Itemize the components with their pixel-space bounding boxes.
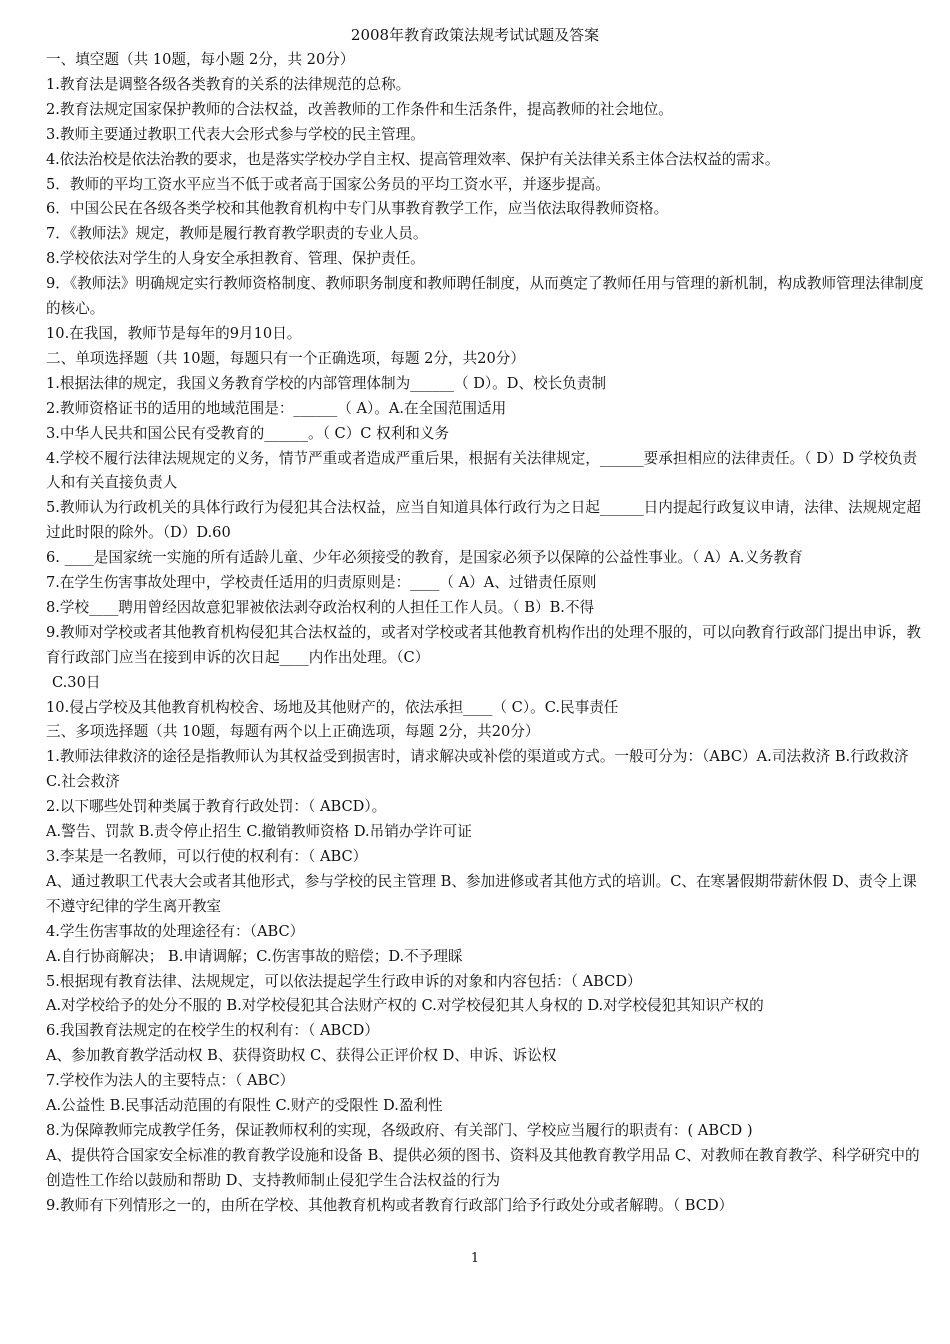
fill-item-10: 10.在我国，教师节是每年的9月10日。	[46, 324, 302, 342]
multi-item-3-options: A、通过教职工代表大会或者其他形式，参与学校的民主管理 B、参加进修或者其他方式的培训。C、在寒暑假期带薪休假 D、责令上课不遵守纪律的学生离开教室	[46, 872, 917, 915]
single-item-4: 4.学校不履行法律法规规定的义务，情节严重或者造成严重后果，根据有关法律规定，______要承担相应的法律责任。（ D）D 学校负责人和有关直接负责人	[46, 449, 918, 492]
fill-item-7: 7．《教师法》规定，教师是履行教育教学职责的专业人员。	[46, 225, 428, 243]
multi-item-5-options: A.对学校给予的处分不服的 B.对学校侵犯其合法财产权的 C.对学校侵犯其人身权的 D.对学校侵犯其知识产权的	[46, 997, 764, 1015]
single-item-1: 1.根据法律的规定，我国义务教育学校的内部管理体制为______（ D）。D、校长负责制	[46, 374, 607, 392]
multi-item-4-options: A.自行协商解决； B.申请调解；C.伤害事故的赔偿；D.不予理睬	[46, 947, 463, 965]
multi-item-6-options: A、参加教育教学活动权 B、获得资助权 C、获得公正评价权 D、申诉、诉讼权	[46, 1047, 557, 1065]
multi-item-4: 4.学生伤害事故的处理途径有：（ABC）	[46, 922, 305, 940]
section-heading-fill-in: 一、填空题（共 10题，每小题 2分，共 20分）	[46, 51, 355, 68]
fill-item-5: 5．教师的平均工资水平应当不低于或者高于国家公务员的平均工资水平，并逐步提高。	[46, 175, 610, 193]
multi-item-9: 9.教师有下列情形之一的，由所在学校、其他教育机构或者教育行政部门给予行政处分或者解聘。（ BCD）	[46, 1196, 734, 1214]
fill-item-8: 8.学校依法对学生的人身安全承担教育、管理、保护责任。	[46, 250, 425, 268]
document-body	[46, 48, 926, 1219]
fill-item-2: 2.教育法规定国家保护教师的合法权益，改善教师的工作条件和生活条件，提高教师的社会地位。	[46, 100, 673, 118]
single-item-9: 9.教师对学校或者其他教育机构侵犯其合法权益的，或者对学校或者其他教育机构作出的处理不服的，可以向教育行政部门提出申诉，教育行政部门应当在接到申诉的次日起____内作出处理。（C）	[46, 623, 921, 666]
single-item-7: 7.在学生伤害事故处理中，学校责任适用的归责原则是：____（ A）A、过错责任原则	[46, 574, 597, 592]
single-item-8: 8.学校____聘用曾经因故意犯罪被依法剥夺政治权利的人担任工作人员。（ B）B.不得	[46, 598, 595, 616]
section-heading-multi-choice: 三、多项选择题（共 10题，每题有两个以上正确选项，每题 2分，共20分）	[46, 723, 540, 741]
fill-item-4: 4.依法治校是依法治教的要求，也是落实学校办学自主权、提高管理效率、保护有关法律关系主体合法权益的需求。	[46, 150, 780, 168]
multi-item-3: 3.李某是一名教师，可以行使的权利有：（ ABC）	[46, 848, 368, 865]
multi-item-2: 2.以下哪些处罚种类属于教育行政处罚：（ ABCD）。	[46, 798, 387, 816]
multi-item-7-options: A.公益性 B.民事活动范围的有限性 C.财产的受限性 D.盈利性	[46, 1097, 443, 1115]
fill-item-6: 6．中国公民在各级各类学校和其他教育机构中专门从事教育教学工作，应当依法取得教师资格。	[46, 200, 669, 218]
single-item-3: 3.中华人民共和国公民有受教育的______。（ C）C 权利和义务	[46, 424, 450, 442]
single-item-9-answer: C.30日	[52, 673, 101, 691]
fill-item-3: 3.教师主要通过教职工代表大会形式参与学校的民主管理。	[46, 125, 425, 143]
fill-item-1: 1.教育法是调整各级各类教育的关系的法律规范的总称。	[46, 75, 411, 93]
multi-item-8-options: A、提供符合国家安全标准的教育教学设施和设备 B、提供必须的图书、资料及其他教育教学用品 C、对教师在教育教学、科学研究中的创造性工作给以鼓励和帮助 D、支持教师制止侵犯学生合法权益的行为	[46, 1146, 920, 1189]
multi-item-1: 1.教师法律救济的途径是指教师认为其权益受到损害时，请求解决或补偿的渠道或方式。一般可分为：（ABC）A.司法救济 B.行政救济 C.社会救济	[46, 748, 909, 791]
multi-item-5: 5.根据现有教育法律、法规规定，可以依法提起学生行政申诉的对象和内容包括：（ ABCD）	[46, 972, 642, 990]
page-number: 1	[470, 1251, 480, 1266]
fill-item-9: 9．《教师法》明确规定实行教师资格制度、教师职务制度和教师聘任制度，从而奠定了教师任用与管理的新机制，构成教师管理法律制度的核心。	[46, 275, 924, 318]
multi-item-6: 6.我国教育法规定的在校学生的权利有：（ ABCD）	[46, 1022, 379, 1040]
document-title: 2008年教育政策法规考试试题及答案	[350, 26, 600, 44]
single-item-5: 5.教师认为行政机关的具体行政行为侵犯其合法权益，应当自知道具体行政行为之日起______日内提起行政复议申请，法律、法规规定超过此时限的除外。（D）D.60	[46, 499, 921, 542]
section-heading-single-choice: 二、单项选择题（共 10题，每题只有一个正确选项，每题 2分，共20分）	[46, 349, 525, 367]
multi-item-2-options: A.警告、罚款 B.责令停止招生 C.撤销教师资格 D.吊销办学许可证	[46, 823, 472, 841]
single-item-6: 6. ____是国家统一实施的所有适龄儿童、少年必须接受的教育，是国家必须予以保障的公益性事业。（ A）A.义务教育	[46, 549, 803, 567]
single-item-2: 2.教师资格证书的适用的地域范围是：______（ A）。A.在全国范围适用	[46, 399, 507, 417]
multi-item-7: 7.学校作为法人的主要特点：（ ABC）	[46, 1072, 295, 1090]
single-item-10: 10.侵占学校及其他教育机构校舍、场地及其他财产的，依法承担____（ C）。C.民事责任	[46, 698, 619, 716]
multi-item-8: 8.为保障教师完成教学任务，保证教师权利的实现，各级政府、有关部门、学校应当履行的职责有：( ABCD )	[46, 1121, 753, 1139]
